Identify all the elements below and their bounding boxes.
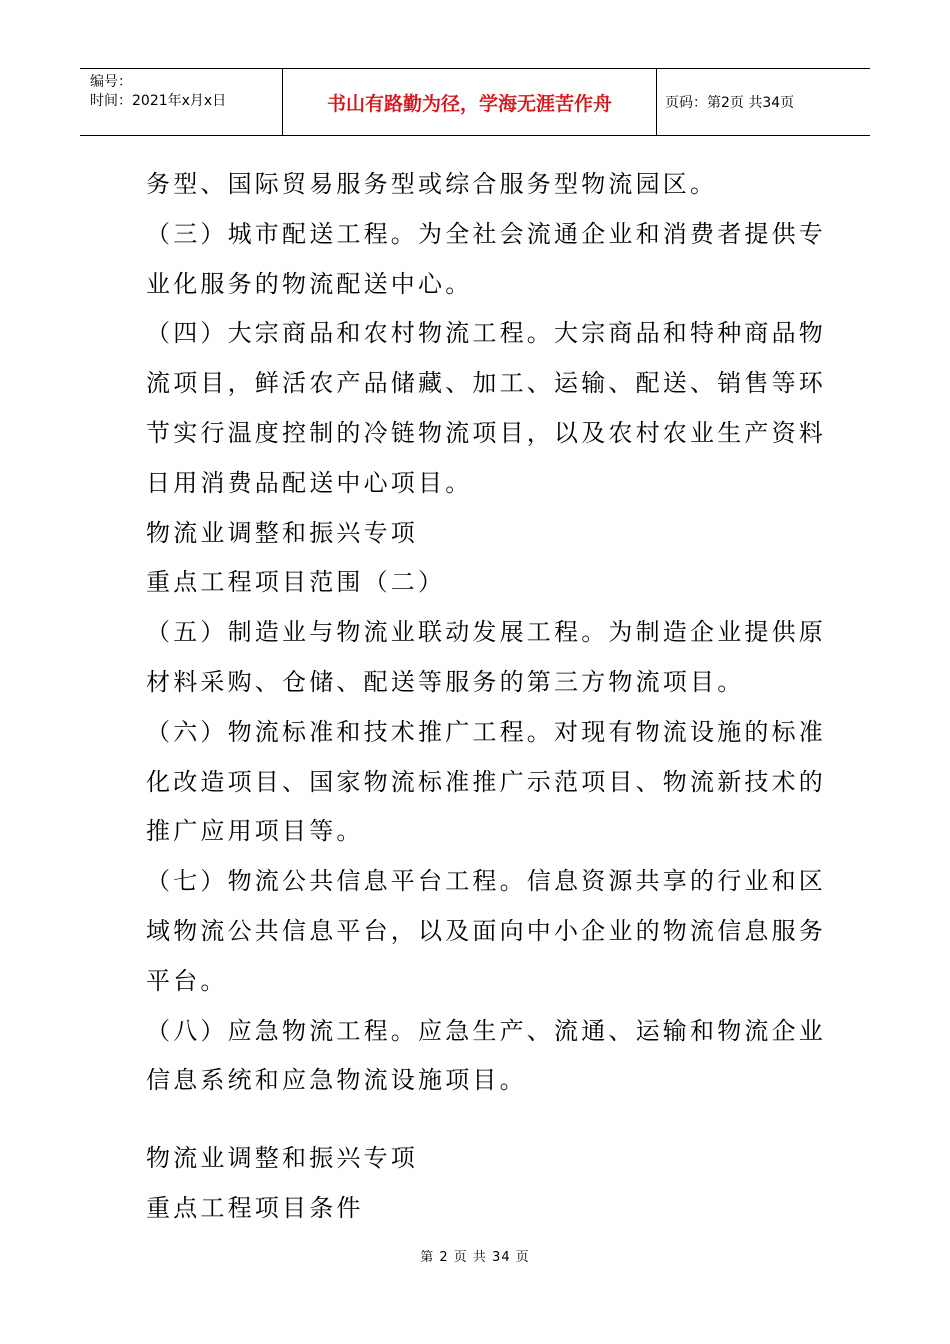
header-motto: 书山有路勤为径，学海无涯苦作舟 [283,69,657,135]
section-heading: 重点工程项目范围（二） [146,568,446,597]
section-heading: 重点工程项目条件 [146,1193,364,1222]
body-line: 域物流公共信息平台，以及面向中小企业的物流信息服务 [146,916,826,945]
section-heading: 物流业调整和振兴专项 [146,518,418,547]
body-line: 平台。 [146,966,228,995]
body-line: 化改造项目、国家物流标准推广示范项目、物流新技术的 [146,767,826,796]
body-line: （五）制造业与物流业联动发展工程。为制造企业提供原 [146,618,826,647]
body-line: 节实行温度控制的冷链物流项目，以及农村农业生产资料 [146,418,826,447]
document-body [146,160,826,1234]
date-label: 时间：2021年x月x日 [90,93,227,109]
body-line: 务型、国际贸易服务型或综合服务型物流园区。 [146,170,718,198]
body-line: （四）大宗商品和农村物流工程。大宗商品和特种商品物 [146,319,826,348]
body-line: （三）城市配送工程。为全社会流通企业和消费者提供专 [146,219,826,248]
body-line: （八）应急物流工程。应急生产、流通、运输和物流企业 [146,1016,826,1045]
body-line: 推广应用项目等。 [146,817,364,846]
paragraph-gap [146,1106,806,1134]
body-line: 信息系统和应急物流设施项目。 [146,1066,527,1095]
body-line: （六）物流标准和技术推广工程。对现有物流设施的标准 [146,717,826,746]
section-heading: 物流业调整和振兴专项 [146,1144,418,1173]
page-footer: 第 2 页 共 34 页 [420,1250,530,1265]
header-page-info: 页码：第2页 共34页 [665,95,795,111]
body-line: （七）物流公共信息平台工程。信息资源共享的行业和区 [146,867,826,896]
header-meta [80,69,283,135]
page-header [80,68,870,136]
body-line: 日用消费品配送中心项目。 [146,468,473,497]
body-line: 业化服务的物流配送中心。 [146,269,473,298]
body-line: 流项目，鲜活农产品储藏、加工、运输、配送、销售等环 [146,369,826,398]
number-label: 编号： [90,74,132,90]
body-line: 材料采购、仓储、配送等服务的第三方物流项目。 [146,667,745,696]
